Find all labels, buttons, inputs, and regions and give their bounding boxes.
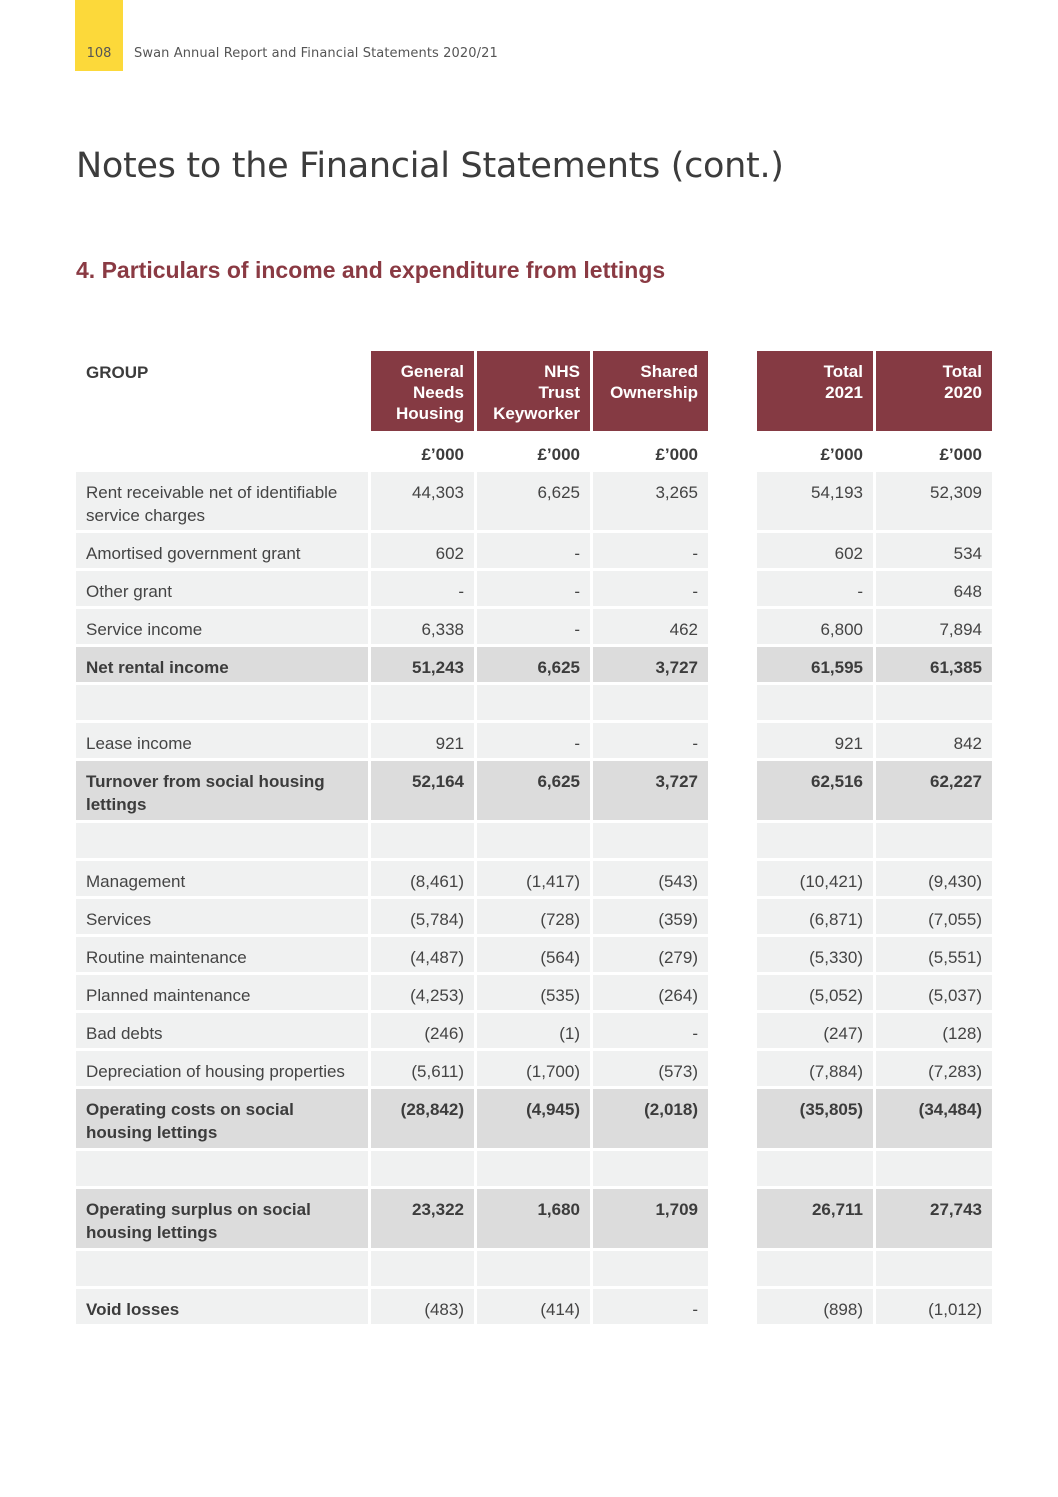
column-header-t21 [757, 351, 873, 431]
value-cell-nhs [477, 823, 590, 858]
column-header-line: Total [942, 362, 982, 381]
value-cell-t20: 27,743 [876, 1189, 992, 1248]
value-cell-nhs: (535) [477, 975, 590, 1010]
value-cell-t20: 62,227 [876, 761, 992, 820]
row-label: Bad debts [76, 1013, 368, 1048]
row-label: Net rental income [76, 647, 368, 682]
value-cell-t20: (7,283) [876, 1051, 992, 1086]
value-cell-t20: (5,037) [876, 975, 992, 1010]
unit-label-t21: £’000 [820, 445, 863, 464]
value-cell-t21: 602 [757, 533, 873, 568]
value-cell-so: 3,727 [593, 647, 708, 682]
spacer-row [76, 823, 368, 858]
value-cell-so: - [593, 723, 708, 758]
value-cell-t20 [876, 685, 992, 720]
unit-label-gn: £’000 [421, 445, 464, 464]
row-label: Management [76, 861, 368, 896]
value-cell-so: (2,018) [593, 1089, 708, 1148]
value-cell-t21: (898) [757, 1289, 873, 1324]
value-cell-so: 462 [593, 609, 708, 644]
value-cell-t21: (10,421) [757, 861, 873, 896]
value-cell-gn: - [371, 571, 474, 606]
value-cell-so: - [593, 1289, 708, 1324]
value-cell-so: - [593, 571, 708, 606]
value-cell-nhs: 6,625 [477, 472, 590, 530]
value-cell-t20: (5,551) [876, 937, 992, 972]
group-label: GROUP [86, 363, 149, 382]
value-cell-nhs: - [477, 723, 590, 758]
row-label: Planned maintenance [76, 975, 368, 1010]
column-header-line: 2020 [944, 383, 982, 402]
column-header-line: Trust [538, 383, 580, 402]
value-cell-gn: 51,243 [371, 647, 474, 682]
value-cell-nhs [477, 1151, 590, 1186]
value-cell-gn [371, 685, 474, 720]
column-header-line: Shared [640, 362, 698, 381]
value-cell-t21 [757, 1151, 873, 1186]
value-cell-gn: 602 [371, 533, 474, 568]
value-cell-gn: 6,338 [371, 609, 474, 644]
unit-label-t20: £’000 [939, 445, 982, 464]
row-label: Depreciation of housing properties [76, 1051, 368, 1086]
value-cell-gn: (4,253) [371, 975, 474, 1010]
value-cell-t21: 26,711 [757, 1189, 873, 1248]
value-cell-t21: (5,052) [757, 975, 873, 1010]
value-cell-t20: (1,012) [876, 1289, 992, 1324]
value-cell-t21: (5,330) [757, 937, 873, 972]
row-label: Service income [76, 609, 368, 644]
column-header-gn [371, 351, 474, 431]
value-cell-nhs: - [477, 533, 590, 568]
column-header-line: Total [823, 362, 863, 381]
value-cell-nhs: 6,625 [477, 761, 590, 820]
value-cell-t21 [757, 823, 873, 858]
value-cell-gn: 921 [371, 723, 474, 758]
value-cell-t20: 842 [876, 723, 992, 758]
value-cell-nhs: (728) [477, 899, 590, 934]
column-header-nhs [477, 351, 590, 431]
row-label: Operating costs on social housing lettings [76, 1089, 368, 1148]
row-label: Operating surplus on social housing lettings [76, 1189, 368, 1248]
value-cell-nhs: - [477, 571, 590, 606]
row-label: Routine maintenance [76, 937, 368, 972]
value-cell-so: (543) [593, 861, 708, 896]
value-cell-nhs: (414) [477, 1289, 590, 1324]
value-cell-t21: (6,871) [757, 899, 873, 934]
value-cell-t20: 61,385 [876, 647, 992, 682]
value-cell-t20: 534 [876, 533, 992, 568]
value-cell-gn [371, 1251, 474, 1286]
value-cell-nhs: 6,625 [477, 647, 590, 682]
value-cell-gn: (5,784) [371, 899, 474, 934]
value-cell-t21 [757, 1251, 873, 1286]
value-cell-so: (573) [593, 1051, 708, 1086]
value-cell-t21: - [757, 571, 873, 606]
value-cell-t20 [876, 1151, 992, 1186]
value-cell-t20: 7,894 [876, 609, 992, 644]
column-header-so [593, 351, 708, 431]
value-cell-t20: (128) [876, 1013, 992, 1048]
value-cell-t21: 62,516 [757, 761, 873, 820]
column-header-t20 [876, 351, 992, 431]
column-header-line: Ownership [610, 383, 698, 402]
value-cell-gn: (8,461) [371, 861, 474, 896]
value-cell-gn: (4,487) [371, 937, 474, 972]
running-header: Swan Annual Report and Financial Statements 2020/21 [134, 46, 498, 61]
value-cell-gn: 23,322 [371, 1189, 474, 1248]
value-cell-nhs: 1,680 [477, 1189, 590, 1248]
value-cell-so: (279) [593, 937, 708, 972]
value-cell-nhs: (1,417) [477, 861, 590, 896]
row-label: Rent receivable net of identifiable service charges [76, 472, 368, 530]
value-cell-t21 [757, 685, 873, 720]
value-cell-nhs [477, 1251, 590, 1286]
value-cell-nhs: (4,945) [477, 1089, 590, 1148]
row-label: Turnover from social housing lettings [76, 761, 368, 820]
value-cell-so [593, 1251, 708, 1286]
value-cell-so: 1,709 [593, 1189, 708, 1248]
row-label: Void losses [76, 1289, 368, 1324]
value-cell-nhs: - [477, 609, 590, 644]
column-header-line: Keyworker [493, 404, 580, 423]
page-title: Notes to the Financial Statements (cont.) [76, 146, 784, 186]
value-cell-gn: 44,303 [371, 472, 474, 530]
value-cell-so [593, 1151, 708, 1186]
value-cell-t20: 52,309 [876, 472, 992, 530]
value-cell-gn: (483) [371, 1289, 474, 1324]
value-cell-so: - [593, 1013, 708, 1048]
value-cell-t20: (34,484) [876, 1089, 992, 1148]
spacer-row [76, 1251, 368, 1286]
row-label: Other grant [76, 571, 368, 606]
column-header-line: NHS [544, 362, 580, 381]
value-cell-t21: (247) [757, 1013, 873, 1048]
value-cell-nhs: (564) [477, 937, 590, 972]
spacer-row [76, 1151, 368, 1186]
value-cell-t21: 6,800 [757, 609, 873, 644]
value-cell-nhs: (1,700) [477, 1051, 590, 1086]
value-cell-t21: 61,595 [757, 647, 873, 682]
value-cell-so: (359) [593, 899, 708, 934]
page-number: 108 [86, 46, 112, 61]
value-cell-gn [371, 823, 474, 858]
value-cell-gn: (246) [371, 1013, 474, 1048]
value-cell-t21: (7,884) [757, 1051, 873, 1086]
value-cell-so [593, 823, 708, 858]
value-cell-so: 3,727 [593, 761, 708, 820]
value-cell-t21: (35,805) [757, 1089, 873, 1148]
unit-label-so: £’000 [655, 445, 698, 464]
value-cell-gn: 52,164 [371, 761, 474, 820]
value-cell-nhs [477, 685, 590, 720]
column-header-line: General [400, 362, 464, 381]
row-label: Lease income [76, 723, 368, 758]
value-cell-so: 3,265 [593, 472, 708, 530]
spacer-row [76, 685, 368, 720]
row-label: Services [76, 899, 368, 934]
value-cell-t20: (7,055) [876, 899, 992, 934]
column-header-line: Housing [396, 404, 464, 423]
value-cell-gn: (28,842) [371, 1089, 474, 1148]
value-cell-t21: 54,193 [757, 472, 873, 530]
value-cell-t21: 921 [757, 723, 873, 758]
value-cell-gn: (5,611) [371, 1051, 474, 1086]
value-cell-gn [371, 1151, 474, 1186]
row-label: Amortised government grant [76, 533, 368, 568]
value-cell-t20: (9,430) [876, 861, 992, 896]
value-cell-so [593, 685, 708, 720]
value-cell-nhs: (1) [477, 1013, 590, 1048]
section-title: 4. Particulars of income and expenditure from lettings [76, 257, 666, 283]
value-cell-so: - [593, 533, 708, 568]
column-header-line: 2021 [825, 383, 863, 402]
unit-label-nhs: £’000 [537, 445, 580, 464]
value-cell-t20: 648 [876, 571, 992, 606]
value-cell-t20 [876, 823, 992, 858]
column-header-line: Needs [412, 383, 464, 402]
value-cell-t20 [876, 1251, 992, 1286]
value-cell-so: (264) [593, 975, 708, 1010]
